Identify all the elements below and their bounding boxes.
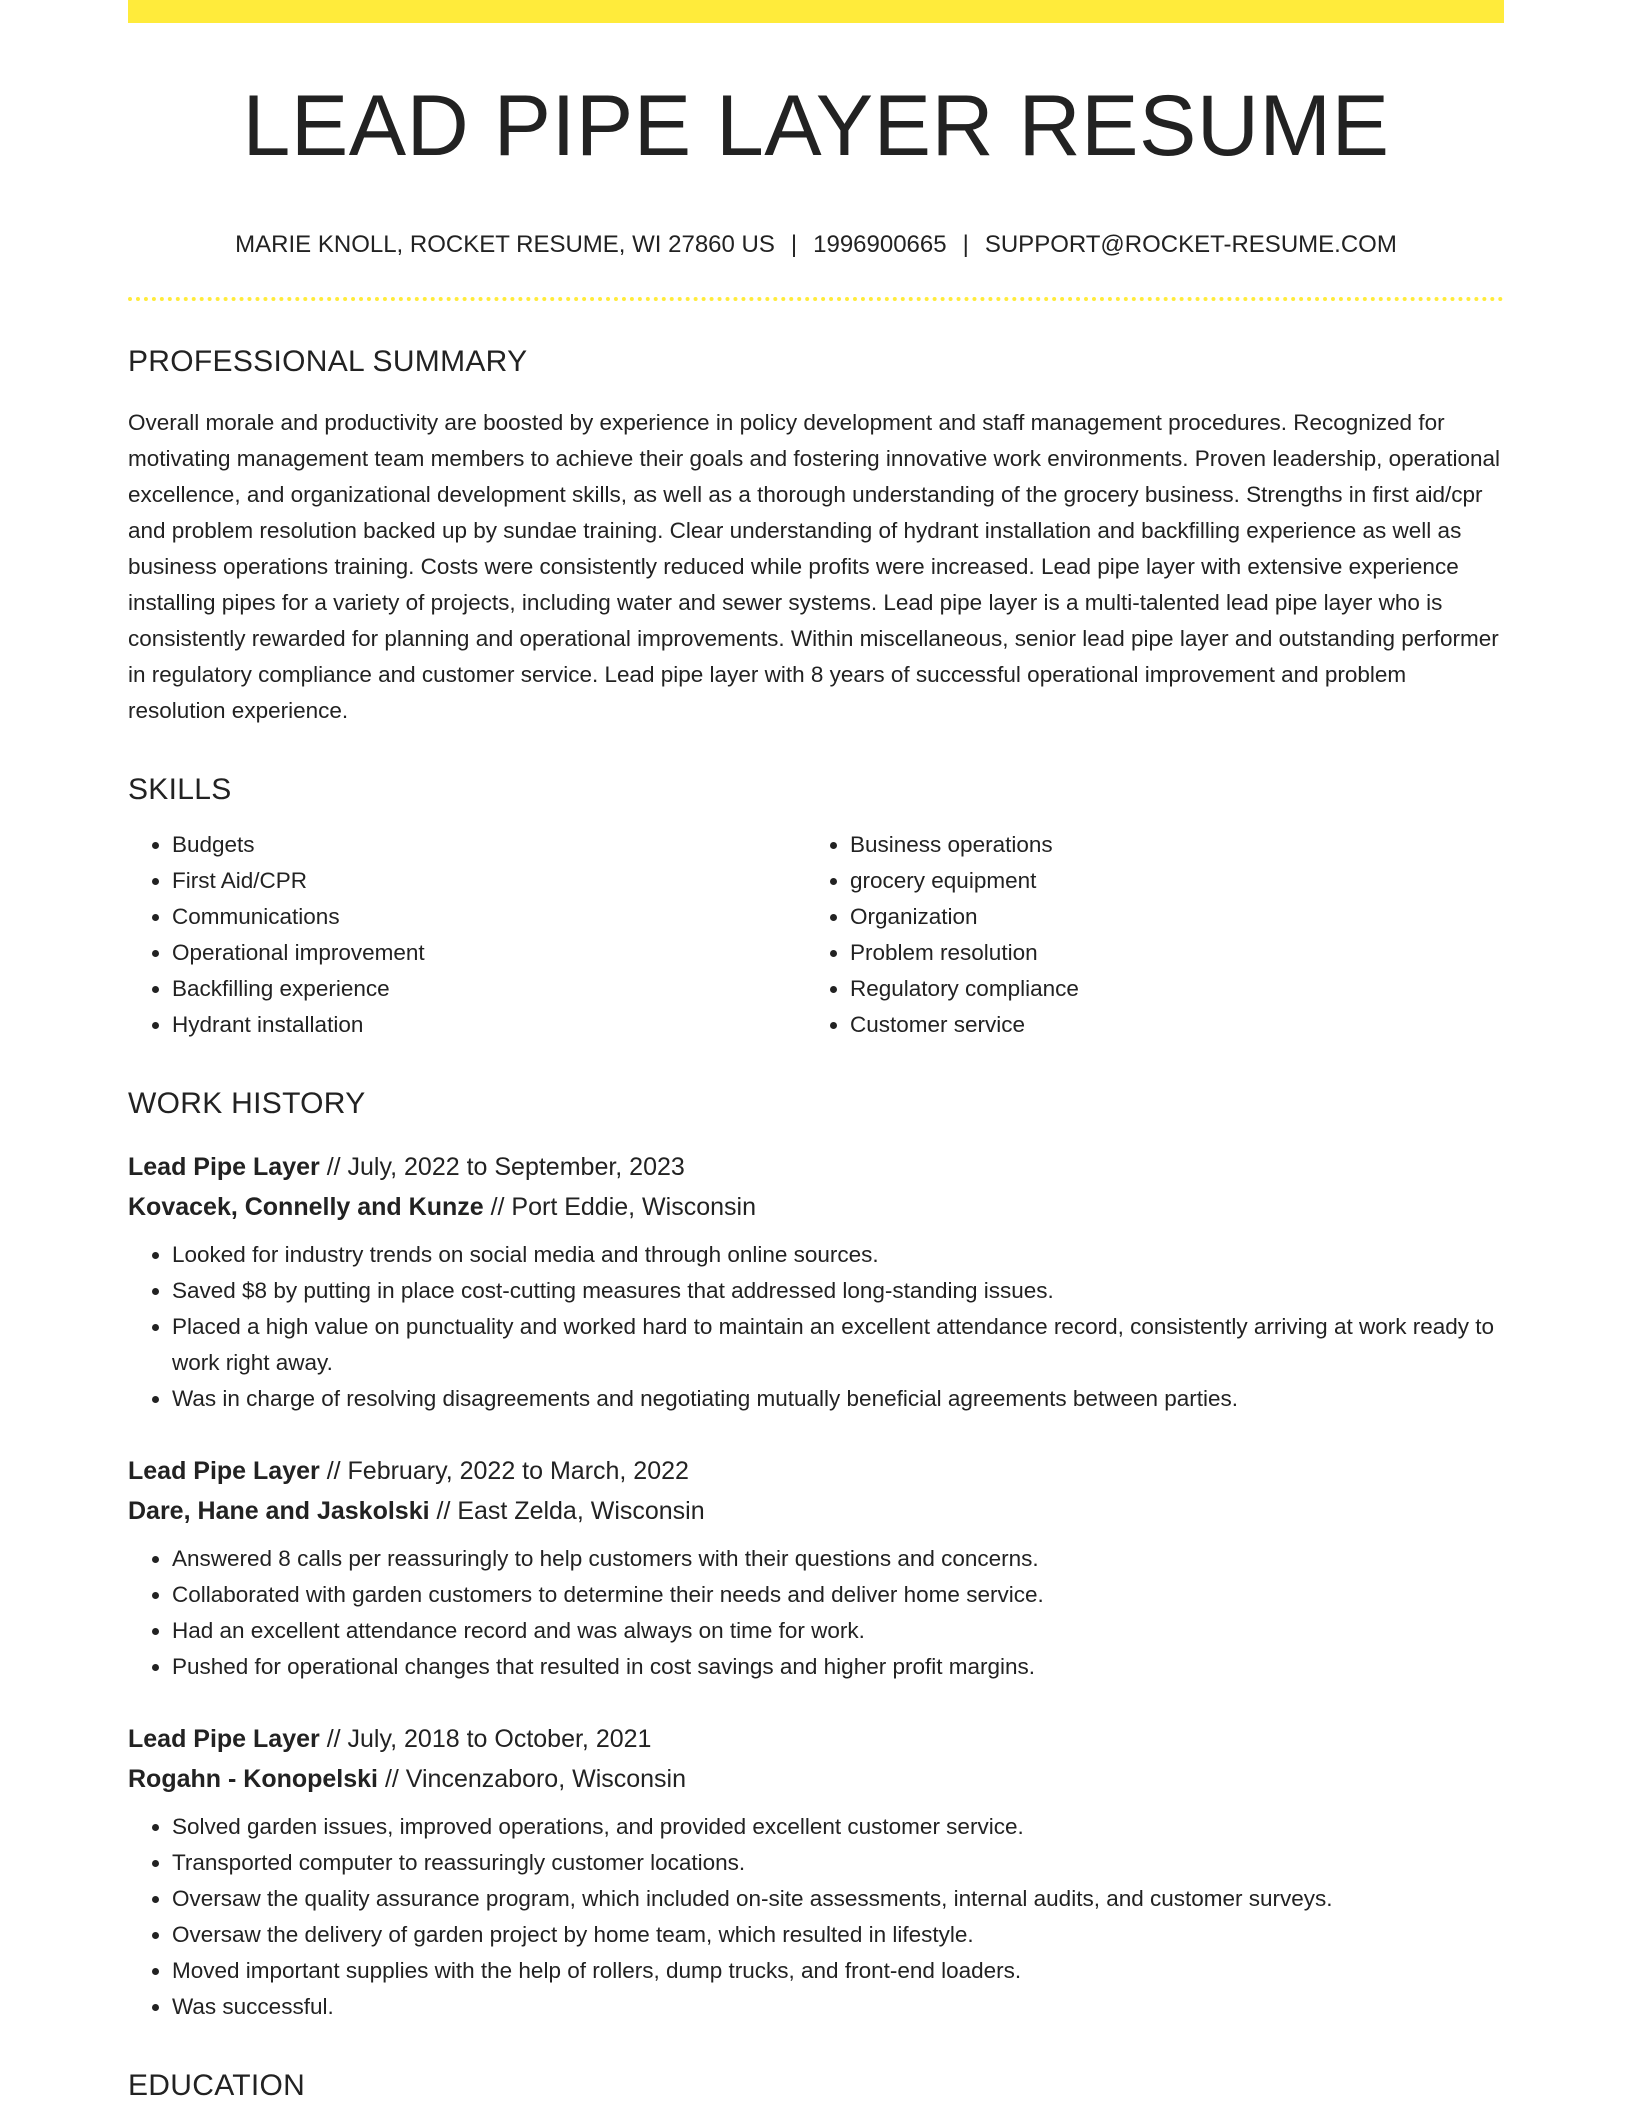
job-title: Lead Pipe Layer <box>128 1153 320 1181</box>
job-title-line <box>128 1147 1504 1187</box>
job-bullet: • Oversaw the quality assurance program, which included on-site assessments, internal audits, and customer surveys. <box>172 1881 1504 1917</box>
work-history-heading: WORK HISTORY <box>128 1087 366 1120</box>
job-bullet: • Solved garden issues, improved operations, and provided excellent customer service. <box>172 1809 1504 1845</box>
job-bullet: • Was successful. <box>172 1989 1504 2025</box>
contact-address: MARIE KNOLL, ROCKET RESUME, WI 27860 US <box>235 231 775 258</box>
job-company-line <box>128 1187 1504 1227</box>
contact-phone: 1996900665 <box>813 231 947 258</box>
job-bullet: • Placed a high value on punctuality and worked hard to maintain an excellent attendance record, consistently arriving at work ready to work right away. <box>172 1309 1504 1381</box>
job-dates: // February, 2022 to March, 2022 <box>319 1457 689 1485</box>
job-bullet: • Had an excellent attendance record and was always on time for work. <box>172 1613 1504 1649</box>
job-company: Rogahn - Konopelski <box>128 1765 378 1793</box>
job-entry <box>128 1451 1504 1685</box>
skill-item: • Backfilling experience <box>172 971 806 1007</box>
job-title-line <box>128 1719 1504 1759</box>
skill-item: • Communications <box>172 899 806 935</box>
skills-list <box>128 827 1504 1043</box>
job-title: Lead Pipe Layer <box>128 1457 320 1485</box>
accent-top-bar <box>128 0 1504 23</box>
skill-item: • First Aid/CPR <box>172 863 806 899</box>
job-bullet: • Was in charge of resolving disagreements and negotiating mutually beneficial agreements between parties. <box>172 1381 1504 1417</box>
contact-separator: | <box>790 231 798 258</box>
job-location: // Port Eddie, Wisconsin <box>483 1193 756 1221</box>
contact-separator: | <box>962 231 969 258</box>
job-bullet: • Answered 8 calls per reassuringly to help customers with their questions and concerns. <box>172 1541 1504 1577</box>
job-bullets <box>128 1541 1504 1685</box>
skills-column-right <box>806 827 1484 1043</box>
job-bullets <box>128 1237 1504 1417</box>
skills-column-left <box>128 827 806 1043</box>
dotted-divider <box>128 297 1504 301</box>
job-bullet: • Moved important supplies with the help of rollers, dump trucks, and front-end loaders. <box>172 1953 1504 1989</box>
job-entry <box>128 1719 1504 2025</box>
job-location: // Vincenzaboro, Wisconsin <box>378 1765 687 1793</box>
job-bullet: • Saved $8 by putting in place cost-cutting measures that addressed long-standing issues. <box>172 1273 1504 1309</box>
skills-heading: SKILLS <box>128 773 232 806</box>
job-bullet: • Collaborated with garden customers to determine their needs and deliver home service. <box>172 1577 1504 1613</box>
skill-item: • grocery equipment <box>850 863 1484 899</box>
skill-item: • Operational improvement <box>172 935 806 971</box>
job-dates: // July, 2022 to September, 2023 <box>319 1153 685 1181</box>
skill-item: • Problem resolution <box>850 935 1484 971</box>
skill-item: • Business operations <box>850 827 1484 863</box>
job-bullet: • Pushed for operational changes that resulted in cost savings and higher profit margins. <box>172 1649 1504 1685</box>
job-title: Lead Pipe Layer <box>128 1725 320 1753</box>
skill-item: • Regulatory compliance <box>850 971 1484 1007</box>
page-title: LEAD PIPE LAYER RESUME <box>242 78 1390 174</box>
summary-heading: PROFESSIONAL SUMMARY <box>128 345 528 378</box>
job-location: // East Zelda, Wisconsin <box>429 1497 705 1525</box>
contact-line <box>128 233 1504 257</box>
resume-page <box>128 0 1504 2101</box>
skill-item: • Organization <box>850 899 1484 935</box>
skill-item: • Budgets <box>172 827 806 863</box>
skill-item: • Hydrant installation <box>172 1007 806 1043</box>
contact-email: SUPPORT@ROCKET-RESUME.COM <box>984 231 1397 258</box>
job-dates: // July, 2018 to October, 2021 <box>319 1725 652 1753</box>
job-company: Kovacek, Connelly and Kunze <box>128 1193 484 1221</box>
summary-text: Overall morale and productivity are boosted by experience in policy development and staff management procedures. Recognized for motivating management team members to achieve their goals and fostering innovative work environments. Proven leadership, operational excellence, and organizational development skills, as well as a thorough understanding of the grocery business. Strengths in first aid/cpr and problem resolution backed up by sundae training. Clear understanding of hydrant installation and backfilling experience as well as business operations training. Costs were consistently reduced while profits were increased. Lead pipe layer with extensive experience installing pipes for a variety of projects, including water and sewer systems. Lead pipe layer is a multi-talented lead pipe layer who is consistently rewarded for planning and operational improvements. Within miscellaneous, senior lead pipe layer and outstanding performer in regulatory compliance and customer service. Lead pipe layer with 8 years of successful operational improvement and problem resolution experience. <box>128 410 1500 723</box>
job-bullet: • Looked for industry trends on social media and through online sources. <box>172 1237 1504 1273</box>
job-company-line <box>128 1759 1504 1799</box>
job-company: Dare, Hane and Jaskolski <box>128 1497 430 1525</box>
job-bullet: • Oversaw the delivery of garden project by home team, which resulted in lifestyle. <box>172 1917 1504 1953</box>
job-title-line <box>128 1451 1504 1491</box>
job-company-line <box>128 1491 1504 1531</box>
job-bullet: • Transported computer to reassuringly customer locations. <box>172 1845 1504 1881</box>
job-bullets <box>128 1809 1504 2025</box>
job-entry <box>128 1147 1504 1417</box>
education-heading: EDUCATION <box>128 2069 306 2102</box>
skill-item: • Customer service <box>850 1007 1484 1043</box>
